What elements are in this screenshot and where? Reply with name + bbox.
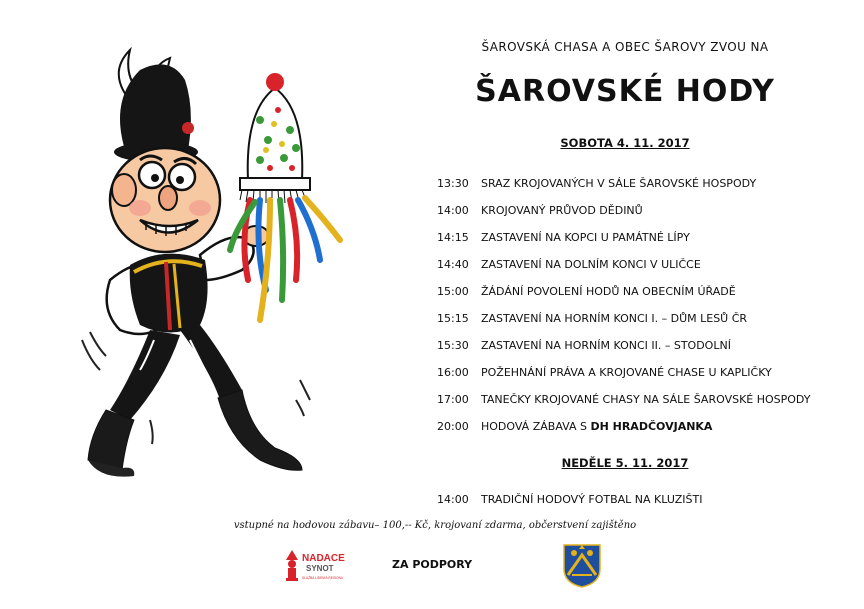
- schedule-row: [437, 486, 857, 513]
- event-text: ZASTAVENÍ NA KOPCI U PAMÁTNÉ LÍPY: [481, 231, 690, 244]
- saturday-heading: SOBOTA 4. 11. 2017: [560, 136, 690, 150]
- schedule-row: [437, 170, 857, 197]
- event-text: TRADIČNÍ HODOVÝ FOTBAL NA KLUZIŠTI: [481, 493, 703, 506]
- event-time: 20:00: [437, 420, 469, 433]
- support-label: ZA PODPORY: [392, 558, 473, 571]
- event-time: 15:30: [437, 339, 469, 352]
- event-time: 16:00: [437, 366, 469, 379]
- schedule-row: [437, 386, 857, 413]
- event-text: [479, 420, 712, 433]
- schedule-row: [437, 224, 857, 251]
- band-name: DH HRADČOVJANKA: [590, 420, 713, 433]
- schedule-row: [437, 251, 857, 278]
- sunday-heading: NEDĚLE 5. 11. 2017: [561, 456, 689, 470]
- schedule-row: [437, 413, 857, 440]
- schedule-row: [437, 278, 857, 305]
- schedule-row: [437, 197, 857, 224]
- event-text: ZASTAVENÍ NA HORNÍM KONCI II. – STODOLNÍ: [481, 339, 731, 352]
- event-text: ZASTAVENÍ NA DOLNÍM KONCI V ULIČCE: [481, 258, 701, 271]
- saturday-schedule: [437, 170, 857, 440]
- event-time: 14:00: [437, 493, 469, 506]
- event-time: 14:15: [437, 231, 469, 244]
- sponsor-tagline: SLUŽBA LIDEM A REGIONU: [302, 576, 344, 580]
- event-text: ZASTAVENÍ NA HORNÍM KONCI I. – DŮM LESŮ ČR: [481, 312, 748, 325]
- event-time: 17:00: [437, 393, 469, 406]
- sponsor-logo: [284, 548, 358, 582]
- event-text: SRAZ KROJOVANÝCH V SÁLE ŠAROVSKÉ HOSPODY: [481, 177, 757, 190]
- sponsor-line1: NADACE: [302, 553, 345, 564]
- event-time: 15:15: [437, 312, 469, 325]
- sponsor-figure-icon: [286, 550, 298, 581]
- schedule-row: [437, 359, 857, 386]
- event-text: TANEČKY KROJOVANÉ CHASY NA SÁLE ŠAROVSKÉ HOSPODY: [481, 393, 811, 406]
- event-text: KROJOVANÝ PRŮVOD DĚDINŮ: [481, 204, 643, 217]
- event-text: POŽEHNÁNÍ PRÁVA A KROJOVANÉ CHASE U KAPLIČKY: [481, 366, 772, 379]
- sunday-schedule: [437, 486, 857, 513]
- event-text: ŽÁDÁNÍ POVOLENÍ HODŮ NA OBECNÍM ÚŘADĚ: [481, 285, 736, 298]
- invitation-line: ŠAROVSKÁ CHASA A OBEC ŠAROVY ZVOU NA: [481, 40, 769, 54]
- village-crest-icon: [562, 543, 602, 589]
- event-time: 13:30: [437, 177, 469, 190]
- sponsor-line2: SYNOT: [306, 564, 334, 573]
- event-time: 15:00: [437, 285, 469, 298]
- admission-note: vstupné na hodovou zábavu– 100,-- Kč, krojovaní zdarma, občerstvení zajištěno: [233, 520, 637, 531]
- event-time: 14:40: [437, 258, 469, 271]
- page-title: ŠAROVSKÉ HODY: [475, 74, 775, 109]
- schedule-row: [437, 305, 857, 332]
- event-text-main: HODOVÁ ZÁBAVA S: [481, 420, 591, 433]
- schedule-row: [437, 332, 857, 359]
- folk-dancer-illustration: [70, 40, 410, 500]
- event-time: 14:00: [437, 204, 469, 217]
